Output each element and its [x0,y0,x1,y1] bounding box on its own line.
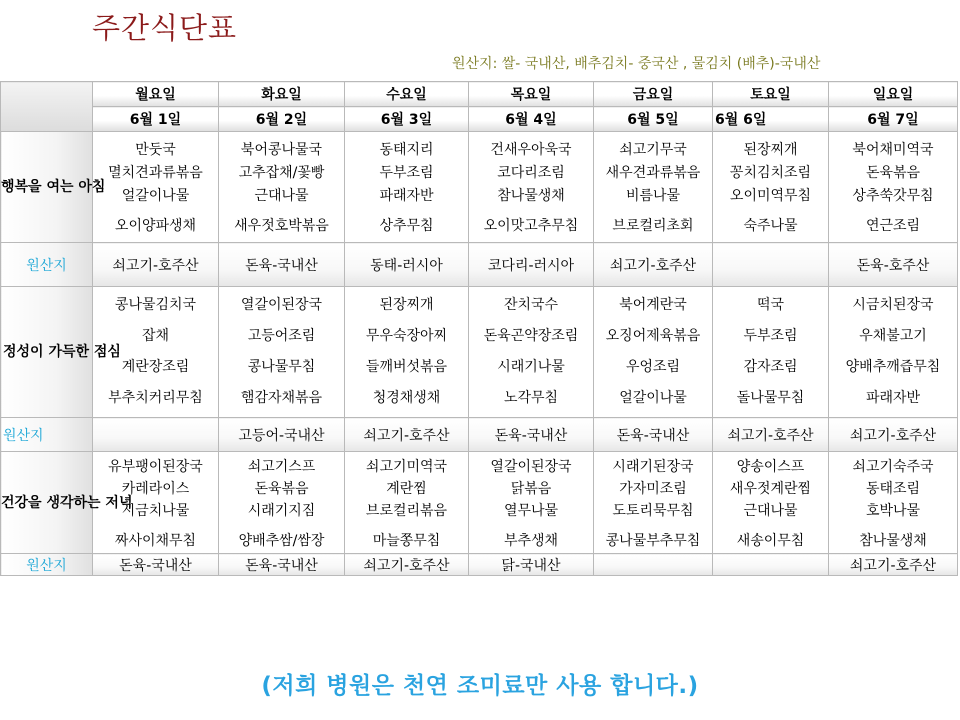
menu-item-list [713,454,828,552]
menu-item: 부추생채 [503,532,559,549]
menu-item-list [829,290,957,414]
menu-item: 고등어조림 [247,328,316,344]
menu-item-list [594,454,712,552]
menu-item: 우엉조림 [625,359,681,375]
dinner-day-cell [93,452,219,554]
menu-item: 쇠고기스프 [247,458,316,475]
origin-value: 돈육-국내산 [469,418,594,452]
origin-note: 원산지: 쌀- 국내산, 배추김치- 중국산 , 물김치 (배추)-국내산 [452,56,821,72]
dinner-day-cell [594,452,713,554]
origin-value: 돈육-국내산 [219,243,345,287]
menu-item-list [219,290,344,414]
header-corner [1,82,93,132]
origin-value [93,418,219,452]
menu-item: 계란장조림 [121,359,190,375]
dinner-day-cell [713,452,829,554]
menu-item: 오이미역무침 [729,187,812,204]
dinner-origin-row [1,554,958,576]
menu-item: 오이양파생채 [114,217,197,234]
lunch-row [1,287,958,418]
breakfast-day-cell [93,132,219,243]
origin-label: 원산지 [1,418,93,452]
day-name: 일요일 [829,82,958,107]
menu-item-list [93,290,218,414]
origin-value: 쇠고기-호주산 [345,554,469,576]
breakfast-day-cell [713,132,829,243]
day-date: 6월 6일 [713,107,829,132]
menu-item-list [345,137,468,238]
day-name: 목요일 [469,82,594,107]
menu-item: 햄감자채볶음 [240,390,323,406]
breakfast-row [1,132,958,243]
origin-value: 쇠고기-호주산 [713,418,829,452]
menu-item: 얼갈이나물 [619,390,687,406]
menu-item: 호박나물 [865,502,921,519]
menu-item: 멸치견과류볶음 [108,164,203,181]
menu-item: 시래기지짐 [247,502,316,519]
origin-value: 동태-러시아 [345,243,469,287]
breakfast-day-cell [594,132,713,243]
menu-item-list [345,290,468,414]
day-name: 화요일 [219,82,345,107]
menu-item: 양배추깨즙무침 [845,359,941,375]
day-date: 6월 4일 [469,107,594,132]
day-date: 6월 2일 [219,107,345,132]
menu-item: 북어채미역국 [852,141,934,158]
breakfast-label: 행복을 여는 아침 [1,132,93,243]
footer-note: (저희 병원은 천연 조미료만 사용 합니다.) [261,673,699,699]
menu-item: 새우젓계란찜 [729,480,812,497]
menu-item: 꽁치김치조림 [729,164,812,181]
menu-item: 브로컬리볶음 [365,502,448,519]
menu-item: 된장찌개 [743,141,798,158]
lunch-day-cell [829,287,958,418]
menu-item: 오징어제육볶음 [605,328,701,344]
lunch-label: 정성이 가득한 점심 [1,287,93,418]
dinner-day-cell [219,452,345,554]
breakfast-day-cell [345,132,469,243]
menu-item: 북어콩나물국 [240,141,323,158]
menu-item: 새우젓호박볶음 [234,217,329,234]
menu-item: 시금치된장국 [852,297,934,313]
menu-item: 카레라이스 [121,480,190,497]
menu-item-list [219,454,344,552]
menu-item: 부추치커리무침 [108,390,203,406]
menu-item-list [469,137,593,238]
day-date: 6월 7일 [829,107,958,132]
origin-value: 쇠고기-호주산 [93,243,219,287]
menu-item: 시래기나물 [497,359,565,375]
menu-item: 시래기된장국 [612,458,694,475]
day-name: 수요일 [345,82,469,107]
day-name: 월요일 [93,82,219,107]
menu-item: 연근조림 [865,217,921,234]
origin-value: 돈육-국내산 [219,554,345,576]
menu-item: 브로컬리초회 [612,217,694,234]
menu-item: 유부팽이된장국 [108,458,203,475]
menu-item: 된장찌개 [379,297,434,313]
menu-item: 떡국 [756,297,785,313]
menu-item: 양배추쌈/쌈장 [238,532,325,549]
menu-item: 열갈이된장국 [240,297,323,313]
breakfast-day-cell [829,132,958,243]
menu-item: 돌나물무침 [736,390,805,406]
lunch-day-cell [345,287,469,418]
menu-item: 두부조림 [743,328,798,344]
menu-item-list [469,454,593,552]
origin-value [713,554,829,576]
date-header-row [1,107,958,132]
menu-item-list [594,290,712,414]
menu-item: 콩나물무침 [247,359,316,375]
menu-item: 열무나물 [503,502,559,519]
menu-item-list [594,137,712,238]
day-name: 토요일 [713,82,829,107]
origin-value: 쇠고기-호주산 [829,554,958,576]
menu-item: 잡채 [141,328,170,344]
menu-item: 파래자반 [379,187,434,204]
lunch-day-cell [713,287,829,418]
menu-item: 돈육곤약장조림 [483,328,579,344]
menu-item: 참나물생채 [859,532,927,549]
breakfast-day-cell [219,132,345,243]
day-date: 6월 5일 [594,107,713,132]
menu-item-list [829,137,957,238]
menu-item: 건새우아욱국 [490,141,572,158]
menu-item: 코다리조림 [497,164,565,181]
origin-label: 원산지 [1,243,93,287]
lunch-origin-row [1,418,958,452]
origin-value: 고등어-국내산 [219,418,345,452]
day-date: 6월 3일 [345,107,469,132]
origin-value: 닭-국내산 [469,554,594,576]
dinner-row [1,452,958,554]
menu-item: 근대나물 [743,502,798,519]
menu-item-list [713,137,828,238]
menu-item: 짜사이채무침 [114,532,197,549]
menu-item-list [713,290,828,414]
menu-item-list [469,290,593,414]
origin-value [713,243,829,287]
lunch-day-cell [219,287,345,418]
menu-item: 동태지리 [379,141,434,158]
dinner-day-cell [345,452,469,554]
lunch-day-cell [469,287,594,418]
menu-item-list [93,137,218,238]
menu-item: 우채불고기 [859,328,927,344]
day-header-row [1,82,958,107]
menu-item: 비름나물 [625,187,681,204]
lunch-day-cell [93,287,219,418]
page-title: 주간식단표 [92,11,238,45]
menu-item: 쇠고기숙주국 [852,458,934,475]
origin-label: 원산지 [1,554,93,576]
origin-value: 돈육-호주산 [829,243,958,287]
menu-item: 계란찜 [386,480,427,497]
menu-item: 새우견과류볶음 [605,164,701,181]
menu-item-list [829,454,957,552]
menu-item-list [93,454,218,552]
origin-value: 돈육-국내산 [93,554,219,576]
origin-value: 돈육-국내산 [594,418,713,452]
menu-item: 열갈이된장국 [490,458,572,475]
dinner-day-cell [469,452,594,554]
origin-value: 코다리-러시아 [469,243,594,287]
origin-value [594,554,713,576]
menu-item: 참나물생채 [497,187,565,204]
menu-item: 마늘쫑무침 [372,532,441,549]
weekly-menu-table [0,81,958,576]
day-date: 6월 1일 [93,107,219,132]
dinner-day-cell [829,452,958,554]
origin-value: 쇠고기-호주산 [594,243,713,287]
menu-item: 가자미조림 [619,480,687,497]
menu-item: 쇠고기미역국 [365,458,448,475]
menu-item: 시금치나물 [121,502,190,519]
menu-item: 파래자반 [865,390,921,406]
menu-item: 상추쑥갓무침 [852,187,934,204]
menu-item: 도토리묵무침 [612,502,694,519]
breakfast-origin-row [1,243,958,287]
menu-item: 얼갈이나물 [121,187,190,204]
menu-item: 감자조림 [743,359,798,375]
menu-item: 두부조림 [379,164,434,181]
menu-item-list [219,137,344,238]
menu-item: 들깨버섯볶음 [365,359,448,375]
origin-value: 쇠고기-호주산 [345,418,469,452]
menu-item: 청경채생채 [372,390,441,406]
menu-item: 만둣국 [135,141,176,158]
menu-item: 돈육볶음 [865,164,921,181]
menu-item: 콩나물부추무침 [605,532,701,549]
menu-item: 닭볶음 [510,480,552,497]
menu-item-list [345,454,468,552]
menu-item: 북어계란국 [619,297,687,313]
menu-item: 고추잡채/꽃빵 [238,164,325,181]
menu-item: 콩나물김치국 [114,297,197,313]
menu-item: 돈육볶음 [254,480,309,497]
menu-item: 쇠고기무국 [619,141,687,158]
menu-item: 양송이스프 [736,458,805,475]
lunch-day-cell [594,287,713,418]
breakfast-day-cell [469,132,594,243]
menu-item: 근대나물 [254,187,309,204]
menu-item: 동태조림 [865,480,921,497]
dinner-label: 건강을 생각하는 저녁 [1,452,93,554]
menu-item: 상추무침 [379,217,434,234]
menu-item: 무우숙장아찌 [365,328,448,344]
day-name: 금요일 [594,82,713,107]
menu-item: 새송이무침 [736,532,805,549]
origin-value: 쇠고기-호주산 [829,418,958,452]
menu-item: 오이맛고추무침 [483,217,579,234]
menu-item: 노각무침 [503,390,559,406]
menu-item: 잔치국수 [503,297,559,313]
menu-item: 숙주나물 [743,217,798,234]
